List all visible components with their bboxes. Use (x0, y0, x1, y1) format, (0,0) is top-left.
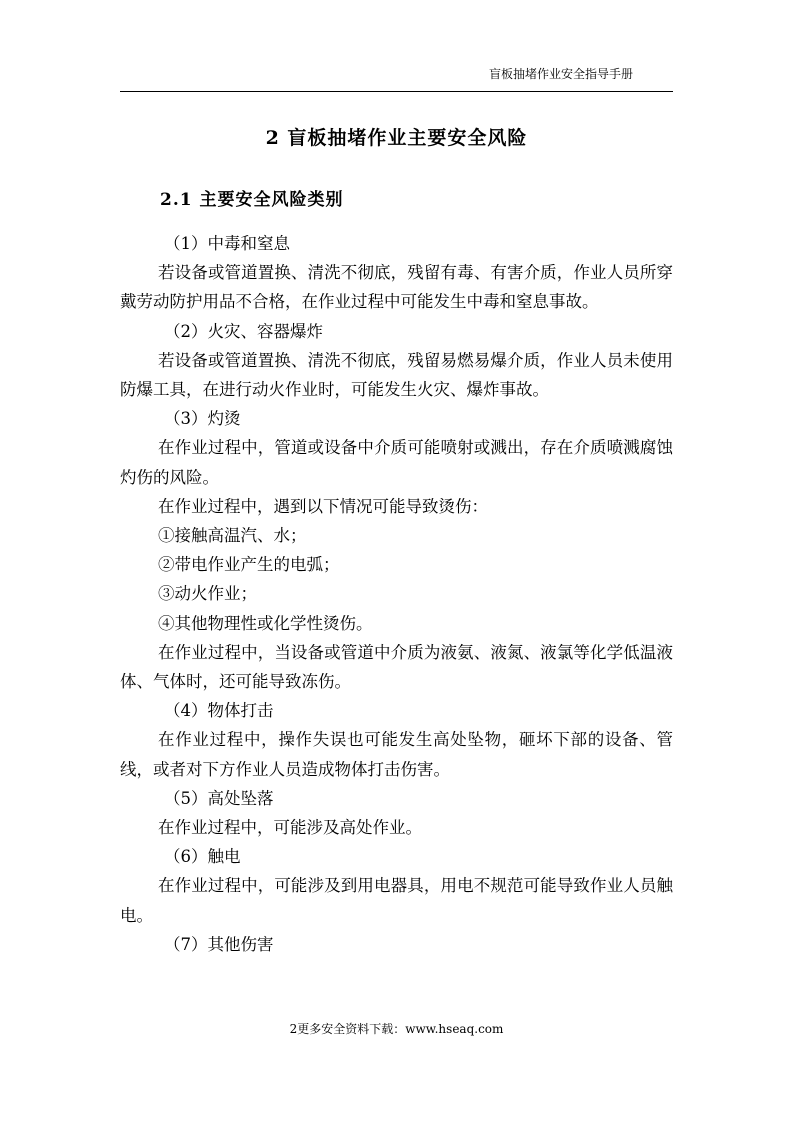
body-paragraph: 在作业过程中，当设备或管道中介质为液氨、液氮、液氯等化学低温液体、气体时，还可能导致冻伤。 (120, 642, 673, 692)
list-item: ①接触高温汽、水； (158, 526, 307, 546)
item-heading: （3）灼烫 (164, 409, 241, 429)
body-content (120, 229, 673, 959)
item-heading: （7）其他伤害 (164, 934, 274, 954)
item-heading: （5）高处坠落 (164, 788, 274, 808)
body-paragraph: 在作业过程中，管道或设备中介质可能喷射或溅出，存在介质喷溅腐蚀灼伤的风险。 (120, 438, 673, 487)
header-divider (120, 91, 673, 92)
page-footer: 2更多安全资料下载：www.hseaq.com (289, 1022, 504, 1036)
section-title: 2.1 主要安全风险类别 (160, 190, 344, 210)
body-paragraph: 若设备或管道置换、清洗不彻底，残留有毒、有害介质，作业人员所穿戴劳动防护用品不合格，在作业过程中可能发生中毒和窒息事故。 (120, 263, 673, 312)
body-paragraph: 在作业过程中，操作失误也可能发生高处坠物，砸坏下部的设备、管线，或者对下方作业人员造成物体打击伤害。 (120, 730, 673, 779)
list-item: ④其他物理性或化学性烫伤。 (158, 613, 373, 633)
list-item: ③动火作业； (158, 584, 257, 604)
item-heading: （2）火灾、容器爆炸 (164, 321, 323, 341)
chapter-title: 2 盲板抽堵作业主要安全风险 (265, 127, 528, 149)
body-paragraph: 在作业过程中，遇到以下情况可能导致烫伤： (158, 496, 488, 516)
item-heading: （6）触电 (164, 847, 241, 867)
item-heading: （4）物体打击 (164, 701, 274, 721)
body-paragraph: 在作业过程中，可能涉及到用电器具，用电不规范可能导致作业人员触电。 (120, 876, 673, 925)
item-heading: （1）中毒和窒息 (164, 234, 290, 253)
running-header-title: 盲板抽堵作业安全指导手册 (488, 67, 633, 81)
body-paragraph: 在作业过程中，可能涉及高处作业。 (158, 818, 422, 838)
list-item: ②带电作业产生的电弧； (158, 555, 340, 575)
body-paragraph: 若设备或管道置换、清洗不彻底，残留易燃易爆介质，作业人员未使用防爆工具，在进行动火作业时，可能发生火灾、爆炸事故。 (120, 350, 673, 400)
